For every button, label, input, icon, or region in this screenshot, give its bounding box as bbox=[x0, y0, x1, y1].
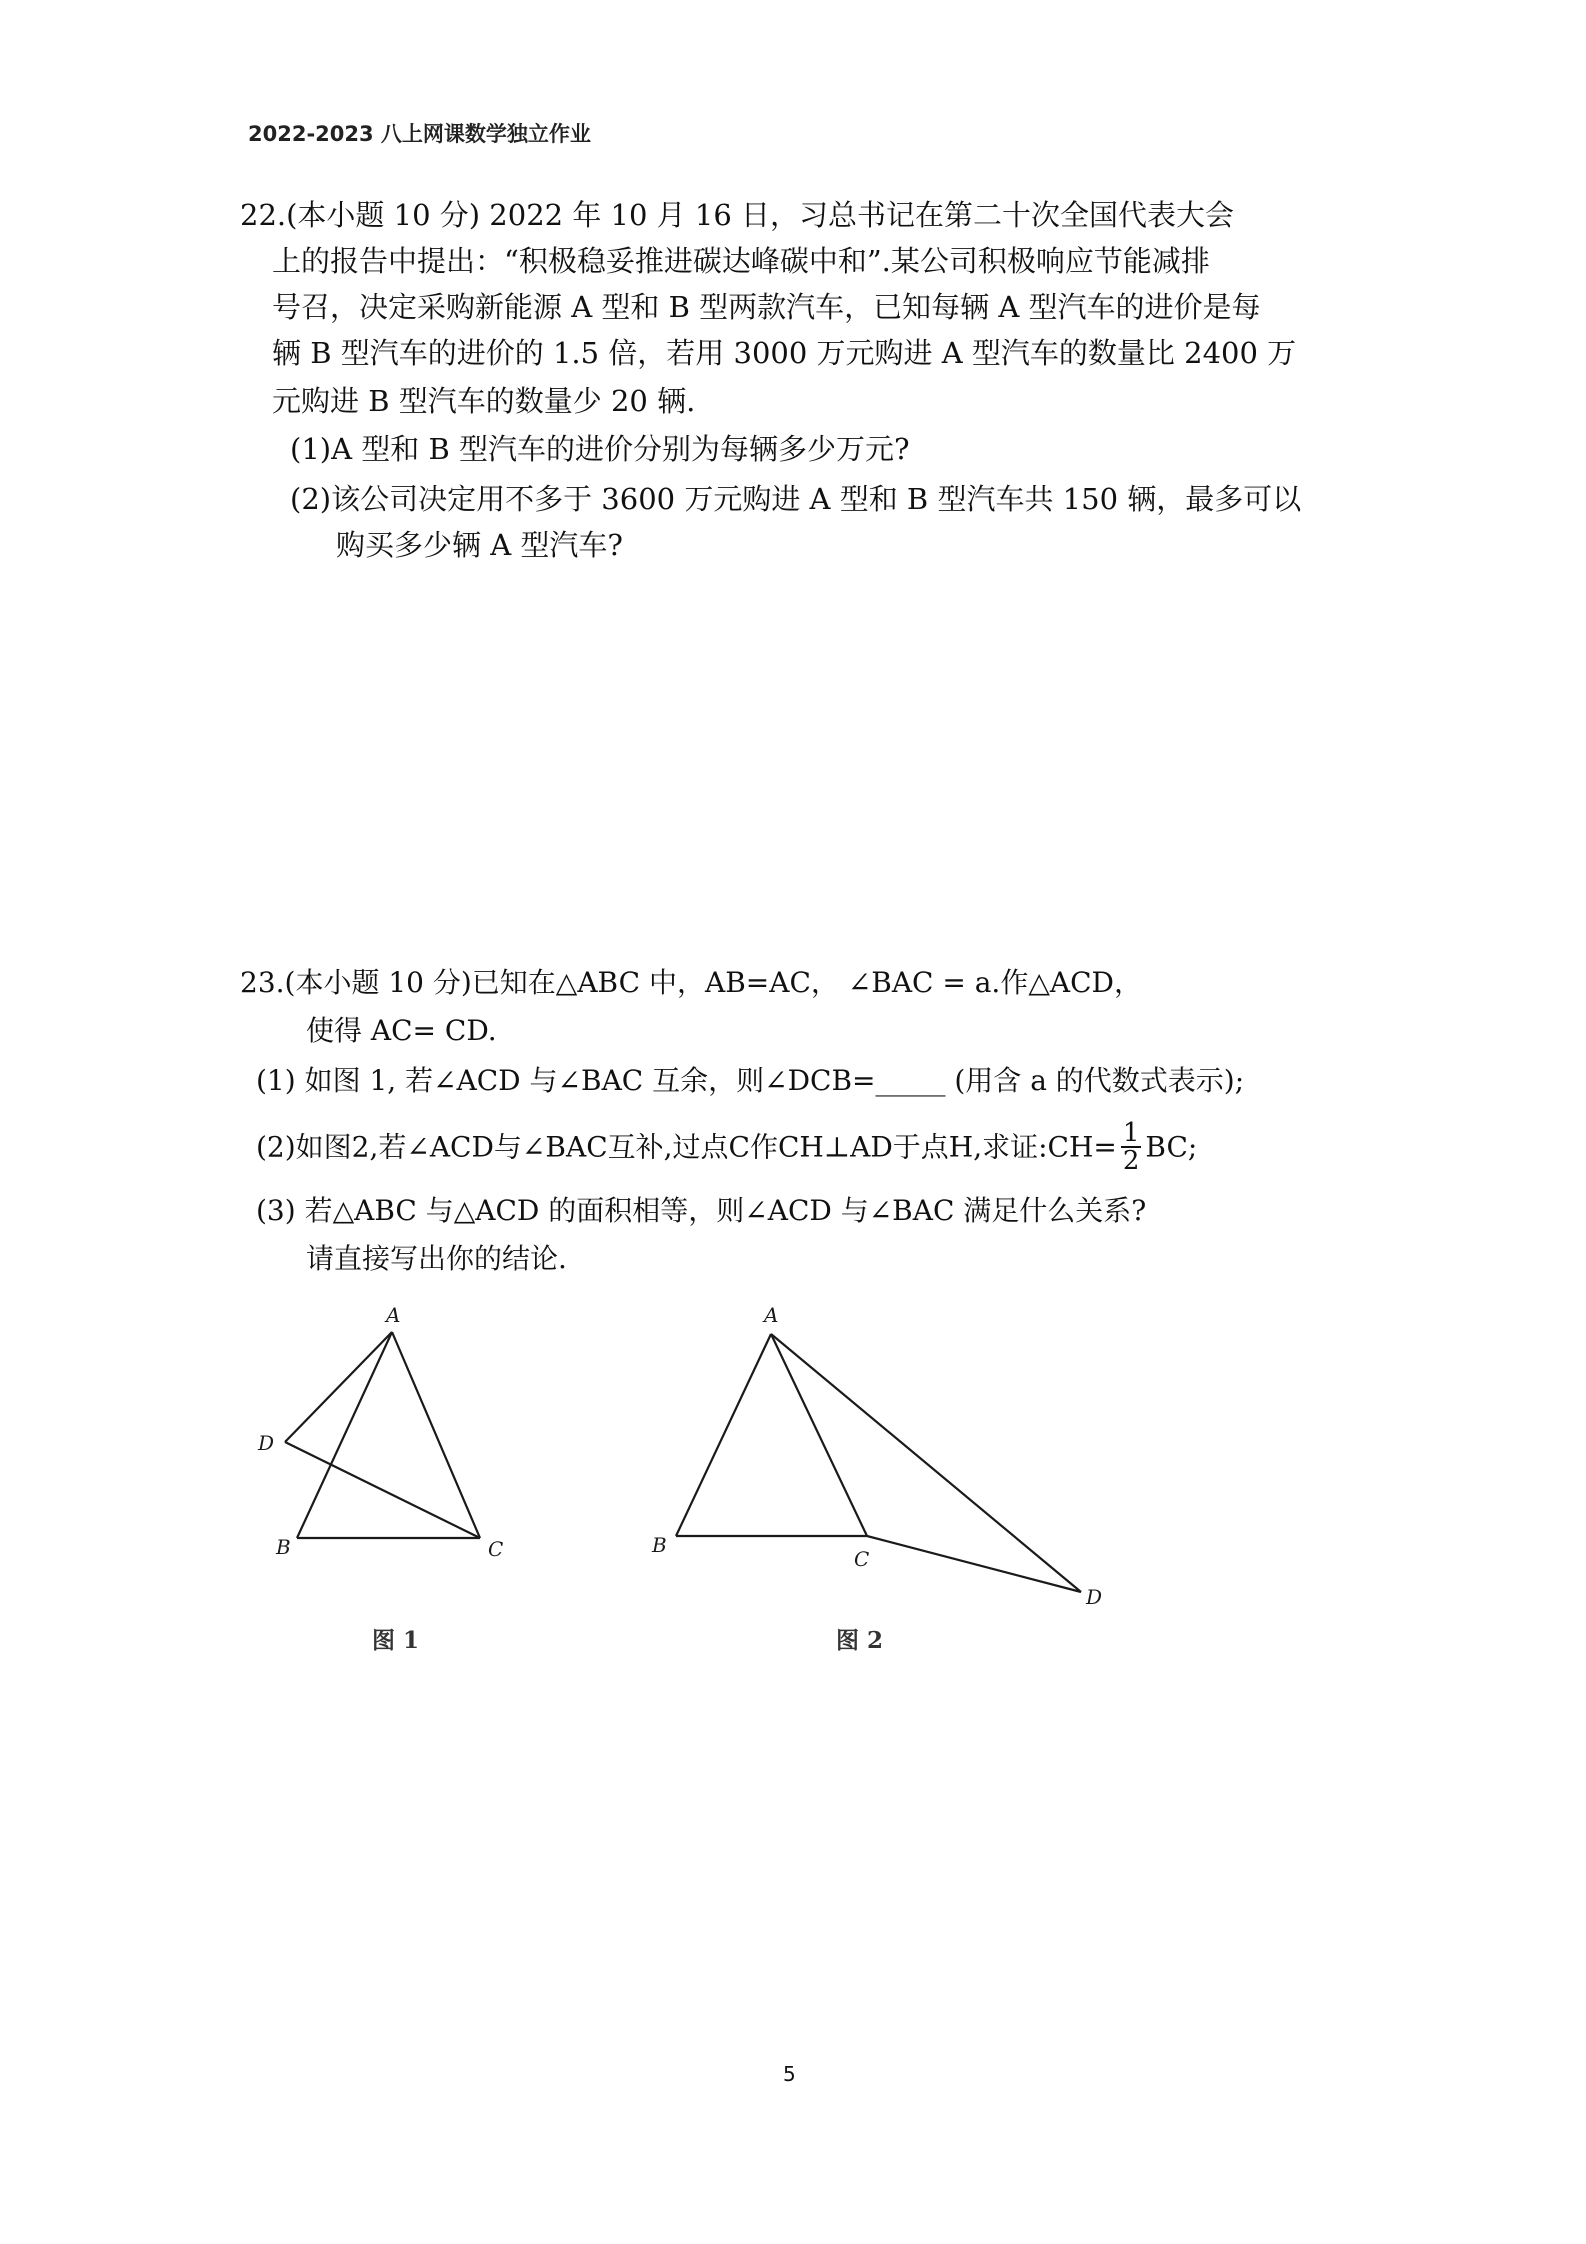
document-header: 2022-2023 八上网课数学独立作业 bbox=[248, 122, 591, 146]
fig2-label-b: B bbox=[652, 1533, 667, 1557]
q22-line-4: 辆 B 型汽车的进价的 1.5 倍，若用 3000 万元购进 A 型汽车的数量比 2400 万 bbox=[272, 336, 1297, 370]
fig1-segment-ad bbox=[285, 1332, 392, 1442]
fig2-segment-ab bbox=[676, 1334, 771, 1536]
fig2-label-d: D bbox=[1086, 1585, 1103, 1609]
figure-2 bbox=[640, 1290, 1120, 1620]
q23-sub-3-cont: 请直接写出你的结论. bbox=[306, 1242, 567, 1275]
figure-2-caption: 图 2 bbox=[836, 1627, 884, 1654]
q23-sub-2-text: (2)如图2,若∠ACD与∠BAC互补,过点C作CH⊥AD于点H,求证:CH= bbox=[256, 1130, 1117, 1164]
q23-sub-2-end: BC; bbox=[1145, 1130, 1198, 1164]
q22-line-3: 号召，决定采购新能源 A 型和 B 型两款汽车，已知每辆 A 型汽车的进价是每 bbox=[272, 290, 1261, 324]
q22-line-2: 上的报告中提出：“积极稳妥推进碳达峰碳中和”.某公司积极响应节能减排 bbox=[272, 244, 1210, 278]
q22-sub-2: (2)该公司决定用不多于 3600 万元购进 A 型和 B 型汽车共 150 辆，最多可以 bbox=[290, 482, 1302, 516]
figure-1 bbox=[240, 1290, 560, 1570]
q23-line-2: 使得 AC= CD. bbox=[306, 1014, 497, 1047]
q23-sub-2 bbox=[256, 1118, 1198, 1176]
fig1-segment-dc bbox=[285, 1442, 480, 1538]
fig1-segment-ab bbox=[297, 1332, 392, 1538]
q22-line-5: 元购进 B 型汽车的数量少 20 辆. bbox=[272, 384, 696, 418]
fraction-denominator: 2 bbox=[1122, 1146, 1140, 1176]
figure-1-caption: 图 1 bbox=[372, 1627, 420, 1654]
fig2-segment-ad bbox=[771, 1334, 1081, 1592]
q23-sub-1: (1) 如图 1, 若∠ACD 与∠BAC 互余，则∠DCB=_____ (用含 a 的代数式表示); bbox=[256, 1064, 1245, 1097]
q22-sub-2-cont: 购买多少辆 A 型汽车? bbox=[336, 528, 623, 562]
fraction-numerator: 1 bbox=[1122, 1118, 1140, 1148]
fig2-label-a: A bbox=[764, 1303, 779, 1327]
q23-sub-3: (3) 若△ABC 与△ACD 的面积相等，则∠ACD 与∠BAC 满足什么关系? bbox=[256, 1194, 1147, 1227]
fig2-segment-ac bbox=[771, 1334, 867, 1536]
fraction-one-half bbox=[1121, 1120, 1142, 1174]
fig1-segment-ac bbox=[392, 1332, 480, 1538]
q22-line-1: 22.(本小题 10 分) 2022 年 10 月 16 日，习总书记在第二十次全国代表大会 bbox=[240, 198, 1235, 232]
fig1-label-a: A bbox=[386, 1303, 401, 1327]
fig1-label-b: B bbox=[276, 1535, 291, 1559]
fig1-label-c: C bbox=[488, 1537, 504, 1561]
fig1-label-d: D bbox=[258, 1431, 275, 1455]
q23-line-1: 23.(本小题 10 分)已知在△ABC 中，AB=AC， ∠BAC = a.作△ACD， bbox=[240, 966, 1142, 999]
fig2-label-c: C bbox=[854, 1547, 870, 1571]
q22-sub-1: (1)A 型和 B 型汽车的进价分别为每辆多少万元? bbox=[290, 432, 910, 466]
page-number: 5 bbox=[783, 2062, 796, 2086]
